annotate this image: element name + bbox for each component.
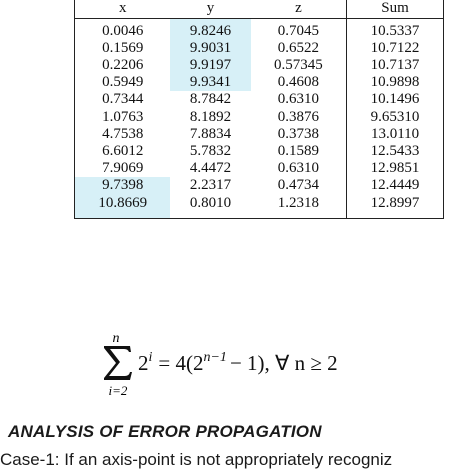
- cell-sum: 10.5337: [347, 18, 444, 40]
- section-heading: ANALYSIS OF ERROR PROPAGATION: [8, 422, 322, 441]
- cell-sum: 10.9898: [347, 74, 444, 91]
- cell-y: 7.8834: [189, 125, 232, 142]
- header-y: y: [170, 0, 250, 18]
- table-row: [75, 160, 444, 177]
- cell-y: 0.8010: [189, 194, 232, 211]
- cell-y: 9.9031: [170, 40, 250, 57]
- cell-x: 0.2206: [102, 56, 144, 73]
- cell-y: 8.7842: [189, 91, 232, 108]
- cell-x: 1.0763: [102, 108, 144, 125]
- table-row: [75, 195, 444, 219]
- cell-z: 0.6522: [277, 39, 320, 56]
- term-exponent: i: [148, 350, 153, 365]
- sigma-symbol: [104, 346, 132, 380]
- cell-sum: 12.9851: [347, 160, 444, 177]
- cell-sum: 10.7122: [347, 40, 444, 57]
- table-row: [75, 57, 444, 74]
- table-row: [75, 109, 444, 126]
- cell-sum: 9.65310: [347, 109, 444, 126]
- table-row: [75, 126, 444, 143]
- rhs-coefficient: = 4(2: [158, 351, 204, 375]
- cell-sum: 13.0110: [347, 126, 444, 143]
- cell-sum: 12.8997: [347, 195, 444, 219]
- table-row: [75, 74, 444, 91]
- header-sum: Sum: [347, 0, 444, 18]
- cell-z: 0.6310: [277, 91, 320, 108]
- cell-x: 7.9069: [102, 160, 144, 177]
- cell-y: 5.7832: [189, 142, 232, 159]
- cell-x: 6.6012: [102, 142, 144, 159]
- cell-y: 4.4472: [189, 160, 232, 177]
- table-header-row: [75, 0, 444, 18]
- header-z: z: [251, 0, 347, 18]
- cell-z: 0.7045: [277, 22, 320, 39]
- body-paragraph: Case-1: If an axis-point is not appropriately recogniz: [0, 450, 393, 469]
- cell-y: 2.2317: [189, 177, 232, 194]
- rhs-exponent: n−1: [203, 350, 227, 365]
- table-row: [75, 40, 444, 57]
- cell-z: 0.3738: [277, 125, 320, 142]
- cell-y: 9.8246: [170, 18, 250, 40]
- table-row: [75, 18, 444, 40]
- summation-formula: [100, 330, 400, 400]
- cell-x: 0.0046: [102, 22, 144, 39]
- cell-x: 0.1569: [102, 39, 144, 56]
- sum-lower-limit: i=2: [108, 383, 128, 398]
- cell-z: 0.3876: [277, 108, 320, 125]
- cell-z: 0.4608: [277, 74, 320, 91]
- table-row: [75, 143, 444, 160]
- cell-z: 0.57345: [274, 56, 323, 73]
- rhs-tail: − 1), ∀ n ≥ 2: [229, 351, 338, 375]
- cell-x: 0.7344: [102, 91, 144, 108]
- table-row: [75, 177, 444, 194]
- cell-y: 9.9341: [170, 74, 250, 91]
- cell-z: 1.2318: [277, 194, 320, 211]
- cell-x: 9.7398: [75, 177, 171, 194]
- cell-y: 9.9197: [170, 57, 250, 74]
- svg-text:2i= 4(2n−1− 1), ∀ n ≥ 2: [138, 350, 338, 375]
- cell-sum: 10.7137: [347, 57, 444, 74]
- cell-sum: 12.4449: [347, 177, 444, 194]
- cell-x: 4.7538: [102, 125, 144, 142]
- cell-sum: 10.1496: [347, 91, 444, 108]
- data-table: [74, 0, 444, 219]
- header-x: x: [75, 0, 171, 18]
- cell-x: 10.8669: [75, 195, 171, 219]
- cell-z: 0.6310: [277, 160, 320, 177]
- cell-z: 0.4734: [277, 177, 320, 194]
- cell-x: 0.5949: [102, 74, 144, 91]
- table-body: [75, 18, 444, 218]
- table-row: [75, 91, 444, 108]
- cell-sum: 12.5433: [347, 143, 444, 160]
- cell-y: 8.1892: [189, 108, 232, 125]
- sum-upper-limit: n: [112, 331, 120, 346]
- term-base: 2: [138, 351, 149, 375]
- cell-z: 0.1589: [277, 142, 320, 159]
